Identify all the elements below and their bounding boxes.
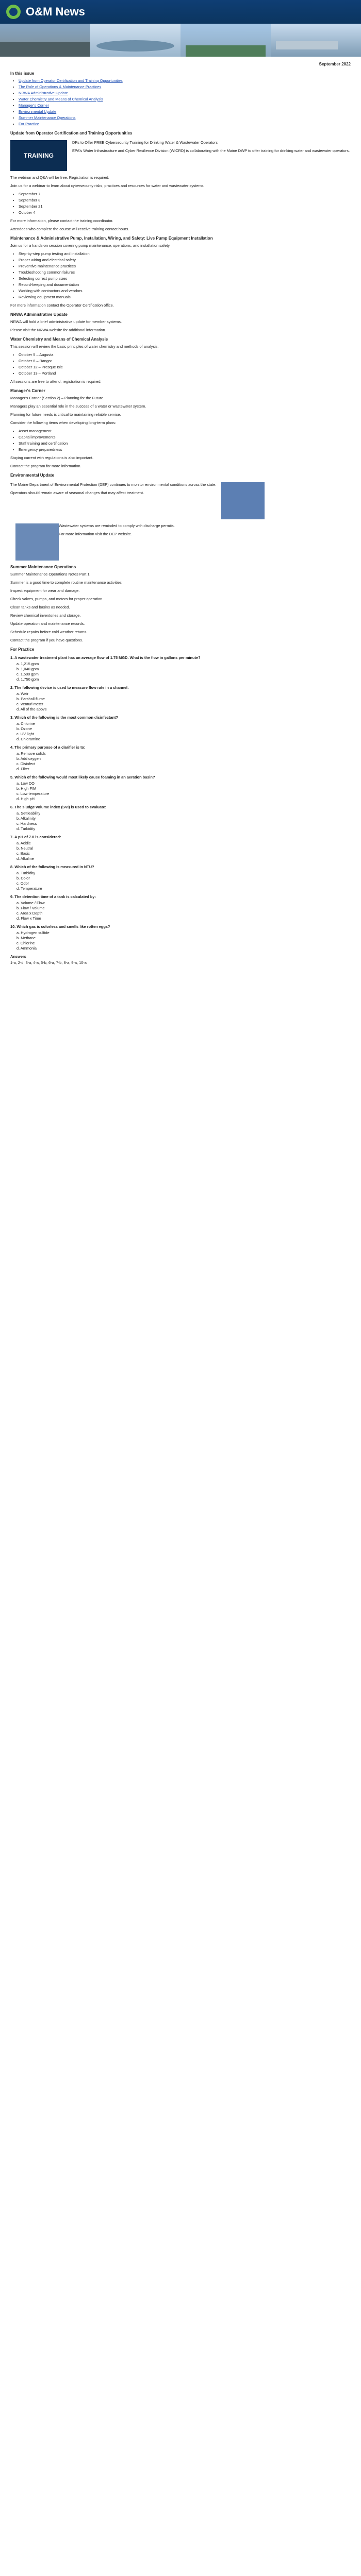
practice-q6-b: b. Alkalinity [17, 816, 36, 821]
section-managers-corner-title: Manager's Corner [10, 388, 45, 393]
practice-q3: 3. Which of the following is the most common disinfectant? [10, 715, 118, 720]
practice-q1-b: b. 1,040 gpm [17, 667, 39, 671]
managers-corner-body-1: Managers play an essential role in the success of a water or wastewater system. [10, 404, 146, 409]
environmental-body-3: Wastewater systems are reminded to comply with discharge permits. [59, 523, 175, 528]
practice-q9-d: d. Flow x Time [17, 916, 41, 921]
water-chemistry-item-4: • October 13 – Portland [19, 371, 351, 376]
managers-corner-item-4: • Emergency preparedness [19, 447, 351, 452]
summer-maintenance-body-2: Inspect equipment for wear and damage. [10, 588, 80, 593]
banner-image-3 [180, 24, 271, 57]
practice-q5: 5. Which of the following would most likely cause foaming in an aeration basin? [10, 775, 155, 779]
in-this-issue-title: In this issue [10, 71, 35, 76]
practice-q5-b: b. High F/M [17, 786, 37, 791]
maintenance-item-1: • Step-by-step pump testing and installation [19, 251, 351, 257]
practice-q9-a: a. Volume / Flow [17, 901, 45, 905]
practice-q9: 9. The detention time of a tank is calculated by: [10, 894, 96, 899]
practice-q6-d: d. Turbidity [17, 826, 36, 831]
practice-q5-d: d. High pH [17, 796, 35, 801]
answers-title: Answers [10, 954, 26, 959]
training-body-2: The webinar and Q&A will be free. Registration is required. [10, 175, 109, 180]
maintenance-item-2: • Proper wiring and electrical safety [19, 258, 351, 263]
header-banner [0, 24, 361, 57]
summer-maintenance-body-6: Update operation and maintenance records. [10, 621, 85, 626]
water-chemistry-item-1: • October 5 – Augusta [19, 352, 351, 358]
toc-item-8[interactable]: For Practice [19, 122, 39, 126]
training-date-1: • September 7 [19, 192, 351, 197]
maintenance-item-8: • Reviewing equipment manuals [19, 295, 351, 300]
section-environmental-update-title: Environmental Update [10, 473, 54, 478]
practice-q9-c: c. Area x Depth [17, 911, 43, 916]
practice-q1-c: c. 1,500 gpm [17, 672, 39, 676]
managers-corner-item-2: • Capital improvements [19, 435, 351, 440]
banner-image-4 [271, 24, 361, 57]
maintenance-item-5: • Selecting correct pump sizes [19, 276, 351, 281]
practice-q4: 4. The primary purpose of a clarifier is to: [10, 745, 86, 750]
toc-item-1[interactable]: Update from Operator Certification and Training Opportunities [19, 78, 123, 83]
practice-q10-c: c. Chlorine [17, 941, 35, 945]
environmental-feature-2 [10, 523, 351, 561]
summer-maintenance-body-4: Clean tanks and basins as needed. [10, 605, 70, 609]
managers-corner-body-5: Contact the program for more information. [10, 464, 81, 468]
maintenance-item-4: • Troubleshooting common failures [19, 270, 351, 275]
toc-item-7[interactable]: Summer Maintenance Operations [19, 115, 76, 120]
practice-q10-b: b. Methane [17, 936, 36, 940]
practice-q8: 8. Which of the following is measured in NTU? [10, 865, 94, 869]
practice-q5-c: c. Low temperature [17, 791, 50, 796]
maintenance-list [19, 251, 351, 300]
section-for-practice-title: For Practice [10, 647, 35, 652]
managers-corner-body-2: Planning for future needs is critical to maintaining reliable service. [10, 412, 121, 417]
section-summer-maintenance-title: Summer Maintenance Operations [10, 565, 76, 569]
banner-image-2 [90, 24, 180, 57]
practice-q4-c: c. Disinfect [17, 761, 36, 766]
practice-q7-d: d. Alkaline [17, 856, 34, 861]
environmental-body-2: Operators should remain aware of seasonal changes that may affect treatment. [10, 490, 144, 495]
practice-q1: 1. A wastewater treatment plant has an average flow of 1.75 MGD. What is the flow in gallons per minute? [10, 655, 201, 660]
practice-q3-c: c. UV light [17, 732, 34, 736]
issue-date: September 2022 [319, 62, 351, 66]
section-nrwa-title: NRWA Administrative Update [10, 312, 68, 317]
summer-maintenance-subtitle: Summer Maintenance Operations Notes Part 1 [10, 572, 90, 577]
training-body-1: EPA's Water Infrastructure and Cyber Resilience Division (WICRD) is collaborating with the Maine DWP to offer training for drinking water and wastewater operators. [72, 148, 350, 153]
water-chemistry-item-3: • October 12 – Presque Isle [19, 365, 351, 370]
training-date-4: • October 4 [19, 210, 351, 215]
training-date-3: • September 21 [19, 204, 351, 209]
practice-q2-d: d. All of the above [17, 707, 47, 711]
practice-q3-d: d. Chloramine [17, 737, 41, 741]
practice-q10-d: d. Ammonia [17, 946, 37, 951]
practice-q8-b: b. Color [17, 876, 30, 880]
practice-q4-b: b. Add oxygen [17, 756, 41, 761]
practice-q8-c: c. Odor [17, 881, 29, 886]
managers-corner-item-3: • Staff training and certification [19, 441, 351, 446]
practice-q2-b: b. Parshall flume [17, 697, 45, 701]
managers-corner-body-3: Consider the following items when developing long-term plans: [10, 420, 116, 425]
environmental-body-1: The Maine Department of Environmental Protection (DEP) continues to monitor environmental conditions across the state. [10, 482, 217, 487]
practice-q1-d: d. 1,750 gpm [17, 677, 39, 682]
training-feature [10, 140, 351, 171]
environmental-body-4: For more information visit the DEP website. [59, 532, 132, 536]
toc-list [19, 78, 351, 127]
summer-maintenance-body-3: Check valves, pumps, and motors for proper operation. [10, 597, 104, 601]
summer-maintenance-body-5: Review chemical inventories and storage. [10, 613, 81, 618]
environmental-image-1 [221, 482, 265, 519]
water-chemistry-item-2: • October 6 – Bangor [19, 359, 351, 364]
practice-q6-a: a. Settleability [17, 811, 41, 816]
practice-questions [10, 655, 351, 951]
practice-q6-c: c. Hardness [17, 821, 37, 826]
practice-q2-a: a. Weir [17, 691, 29, 696]
answers [10, 954, 351, 965]
newsletter-title: O&M News [26, 5, 85, 18]
practice-q4-a: a. Remove solids [17, 751, 46, 756]
practice-q2-c: c. Venturi meter [17, 702, 43, 706]
section-maintenance-title: Maintenance & Administrative Pump, Installation, Wiring, and Safety: Live Pump Equipment Installation [10, 236, 213, 241]
training-body-4: For more information, please contact the training coordinator. [10, 218, 113, 223]
practice-q4-d: d. Filter [17, 767, 29, 771]
maintenance-body-2: For more information contact the Operator Certification office. [10, 303, 114, 308]
practice-q6: 6. The sludge volume index (SVI) is used to evaluate: [10, 805, 107, 809]
practice-q3-b: b. Ozone [17, 726, 32, 731]
training-body-3: Join us for a webinar to learn about cybersecurity risks, practices and resources for water and wastewater systems. [10, 183, 205, 188]
environmental-image-2 [15, 523, 59, 561]
maintenance-item-7: • Working with contractors and vendors [19, 289, 351, 294]
managers-corner-item-1: • Asset management [19, 429, 351, 434]
managers-corner-list [19, 429, 351, 452]
maintenance-body-1: Join us for a hands-on session covering pump maintenance, operations, and installation safety. [10, 243, 171, 248]
water-chemistry-list [19, 352, 351, 376]
practice-q7: 7. A pH of 7.0 is considered: [10, 835, 61, 839]
practice-q2: 2. The following device is used to measure flow rate in a channel: [10, 685, 129, 690]
nrwa-body-1: NRWA will hold a brief administrative update for member systems. [10, 319, 122, 324]
training-body-5: Attendees who complete the course will receive training contact hours. [10, 227, 129, 231]
practice-q10: 10. Which gas is colorless and smells like rotten eggs? [10, 924, 110, 929]
practice-q7-c: c. Basic [17, 851, 30, 856]
practice-q9-b: b. Flow / Volume [17, 906, 45, 910]
section-water-chemistry-title: Water Chemistry and Means of Chemical Analysis [10, 337, 108, 342]
answers-line: 1-a, 2-d, 3-a, 4-a, 5-b, 6-a, 7-b, 8-a, 9-a, 10-a [10, 960, 87, 965]
practice-q8-a: a. Turbidity [17, 871, 36, 875]
practice-q7-a: a. Acidic [17, 841, 31, 845]
header [0, 0, 361, 24]
environmental-feature [10, 482, 351, 519]
maintenance-item-3: • Preventive maintenance practices [19, 264, 351, 269]
practice-q8-d: d. Temperature [17, 886, 42, 891]
practice-q3-a: a. Chlorine [17, 721, 35, 726]
toc-item-2[interactable]: The Role of Operations & Maintenance Practices [19, 84, 102, 89]
summer-maintenance-body-8: Contact the program if you have questions. [10, 638, 83, 642]
practice-q10-a: a. Hydrogen sulfide [17, 930, 50, 935]
training-dates [19, 192, 351, 215]
toc-item-4[interactable]: Water Chemistry and Means of Chemical Analysis [19, 97, 103, 101]
banner-image-1 [0, 24, 90, 57]
practice-q5-a: a. Low DO [17, 781, 35, 786]
training-date-2: • September 8 [19, 198, 351, 203]
section-training-update-title: Update from Operator Certification and Training Opportunities [10, 131, 133, 135]
header-logo-icon [6, 5, 21, 19]
managers-corner-subtitle: Manager's Corner (Section 2) – Planning for the Future [10, 396, 104, 400]
water-chemistry-note: All sessions are free to attend; registration is required. [10, 379, 102, 384]
managers-corner-body-4: Staying current with regulations is also important. [10, 455, 94, 460]
water-chemistry-body: This session will review the basic principles of water chemistry and methods of analysis. [10, 344, 159, 349]
practice-q7-b: b. Neutral [17, 846, 34, 851]
practice-q1-a: a. 1,215 gpm [17, 662, 39, 666]
content [0, 57, 361, 974]
toc-item-3[interactable]: NRWA Administrative Update [19, 91, 68, 95]
toc-item-6[interactable]: Environmental Update [19, 109, 57, 114]
training-graphic: TRAINING [10, 140, 67, 171]
maintenance-item-6: • Record-keeping and documentation [19, 282, 351, 287]
nrwa-body-2: Please visit the NRWA website for additional information. [10, 328, 106, 332]
summer-maintenance-body-7: Schedule repairs before cold weather returns. [10, 630, 88, 634]
training-callout: DPs to Offer FREE Cybersecurity Training for Drinking Water & Wastewater Operators [72, 140, 218, 145]
toc-item-5[interactable]: Manager's Corner [19, 103, 49, 108]
summer-maintenance-body-1: Summer is a good time to complete routine maintenance activities. [10, 580, 123, 585]
